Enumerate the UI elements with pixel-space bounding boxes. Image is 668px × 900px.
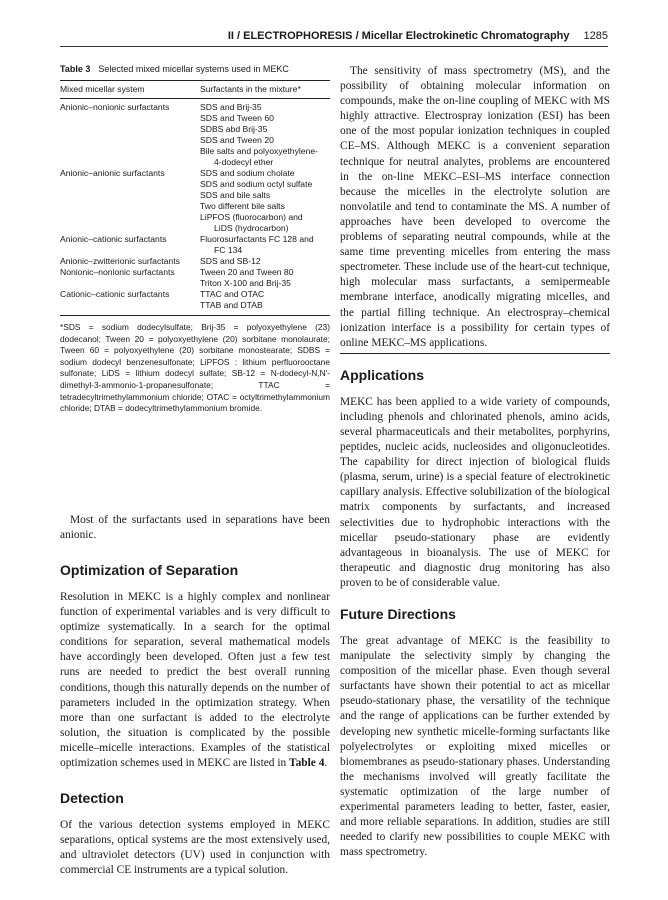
table-cell-surfactants: SDS and SB-12 [200,256,261,266]
heading-applications: Applications [340,366,425,383]
table-cell-system [60,146,200,157]
table-cell-system [60,179,200,190]
table-4-reference: Table 4 [289,756,325,769]
table-row [60,223,330,234]
heading-optimization: Optimization of Separation [60,561,239,578]
table-cell-surfactants: SDBS abd Brij-35 [200,124,268,134]
table-cell-system: Anionic–cationic surfactants [60,234,167,244]
header-rule [60,46,608,47]
table-cell-surfactants: LiDS (hydrocarbon) [214,223,289,233]
table-cell-surfactants: TTAC and OTAC [200,289,265,299]
table-cell-surfactants: Tween 20 and Tween 80 [200,267,294,277]
table-row [60,278,330,289]
table-row [60,267,330,278]
paragraph-optimization-text: Resolution in MEKC is a highly complex and nonlinear function of experimental variables and is very difficult to optimize systematically. In a search for the optimal conditions for separation, several mathematical models have accordingly been developed. Often just a few test runs are needed to predict the best overall running conditions, though this naturally depends on the number of parameters included in the optimization strategy. When more than one surfactant is added to the electrolyte solution, the situation is complicated by the possible micelle–micelle interactions. Examples of the statistical optimization schemes used in MEKC are listed in [60,590,330,769]
table-row [60,212,330,223]
table-cell-system [60,157,200,168]
table-cell-surfactants: TTAB and DTAB [200,300,330,316]
table-row [60,300,330,316]
table-row [60,179,330,190]
table-cell-system: Nonionic–nonionic surfactants [60,267,175,277]
table-cell-surfactants: 4-dodecyl ether [214,157,274,167]
page-number: 1285 [583,30,608,42]
paragraph-future-directions: The great advantage of MEKC is the feasibility to manipulate the selectivity simply by changing the composition of the micellar phase. Even though several surfactants have shown their potential to act as micellar pseudo-stationary phase, the versatility of the technique and the range of applications can be further extended by developing new synthetic micelle-forming surfactants like polyelectrolytes or exploiting mixed micelles or biomembranes as pseudo-stationary phases. Understanding the mechanisms involved will greatly facilitate the systematic optimization of the large number of experimental parameters leading to better, faster, easier, and more reliable separations. In addition, studies are still needed to clarify new possibilities to couple MEKC with mass spectrometry. [340,635,610,859]
right-column [340,64,610,860]
table-cell-surfactants: SDS and Tween 20 [200,135,274,145]
table-cell-system [60,212,200,223]
table-cell-system [60,124,200,135]
running-head [60,30,608,44]
table-cell-surfactants: SDS and bile salts [200,190,271,200]
paragraph-optimization-end: . [324,756,328,769]
table-cell-system: Anionic–zwitterionic surfactants [60,256,180,266]
table-cell-system: Anionic–nonionic surfactants [60,102,170,112]
table-header-surfactants: Surfactants in the mixture* [200,81,330,99]
table-cell-system: Cationic–cationic surfactants [60,289,170,299]
table-header-row [60,81,330,99]
table-cell-surfactants: Fluorosurfactants FC 128 and [200,234,314,244]
table-footnote: *SDS = sodium dodecylsulfate; Brij-35 = polyoxyethylene (23) dodecanol; Tween 20 = polyoxyethylene (20) sorbitane monolaurate; Tween 60 = polyoxyethylene (20) sorbitane monostearate; SDBS = sodium dodecyl benzenesulfonate; LiPFOS : lithium perfluorooctane sulfonate; LiDS = lithium dodecyl sulfate; SB-12 = N-dodecyl-N,N′-dimethyl-3-ammonio-1-propanesulfonate; TTAC = tetradecyltrimethylammonium chloride; OTAC = octyltrimethylammonium chloride; DTAB = dodecyltrimethylammonium bromide. [60,322,330,414]
table-cell-system [60,245,200,256]
running-head-title: II / ELECTROPHORESIS / Micellar Electrokinetic Chromatography [227,30,570,42]
table-cell-surfactants: Bile salts and polyoxyethylene- [200,146,318,156]
table-cell-surfactants: Triton X-100 and Brij-35 [200,278,291,288]
table-row [60,234,330,245]
table-cell-system [60,278,200,289]
table-row [60,190,330,201]
table-row [60,256,330,267]
table-caption-text: Selected mixed micellar systems used in MEKC [98,64,289,74]
table-cell-system [60,135,200,146]
table-row [60,99,330,114]
table-cell-surfactants: Two different bile salts [200,201,285,211]
table-cell-system [60,223,200,234]
table-cell-surfactants: SDS and sodium cholate [200,168,295,178]
table-cell-surfactants: SDS and Brij-35 [200,102,262,112]
paragraph-optimization [60,590,330,771]
table-cell-system [60,190,200,201]
table-row [60,289,330,300]
section-rule [340,353,610,354]
table-cell-system [60,113,200,124]
table-label: Table 3 [60,64,91,74]
paragraph-applications: MEKC has been applied to a wide variety of compounds, including phenols and chlorinated phenols, amino acids, several pharmaceuticals and their metabolites, porphyrins, peptides, nucleic acids, nucleosides and oligonucleotides. The capability for direct injection of biological fluids (plasma, serum, urine) is a special feature of electrokinetic capillary analysis. Effective solubilization of the biological matrix components by surfactants, and increased selectivities due to hydrophobic interactions with the micellar pseudo-stationary phase are evidently advantageous in bioanalysis. The use of MEKC for therapeutic and diagnostic drug monitoring has also proven to be of considerable value. [340,395,610,589]
table-caption [60,64,330,74]
table-header-system: Mixed micellar system [60,81,200,99]
table-row [60,124,330,135]
table-cell-system [60,201,200,212]
left-column [60,64,330,878]
heading-future-directions: Future Directions [340,606,456,622]
table-row [60,157,330,168]
table-cell-system: Anionic–anionic surfactants [60,168,165,178]
table-cell-surfactants: SDS and Tween 60 [200,113,274,123]
table-row [60,168,330,179]
table-cell-system [60,300,200,316]
paragraph-surfactants: Most of the surfactants used in separations have been anionic. [60,513,330,541]
table-row [60,135,330,146]
heading-detection: Detection [60,790,124,807]
mixed-micellar-table [60,80,330,316]
table-cell-surfactants: SDS and sodium octyl sulfate [200,179,313,189]
table-cell-surfactants: LiPFOS (fluorocarbon) and [200,212,303,222]
table-cell-surfactants: FC 134 [214,245,243,255]
table-row [60,201,330,212]
paragraph-detection: Of the various detection systems employed in MEKC separations, optical systems are the most extensively used, and ultraviolet detectors (UV) used in conjunction with commercial CE instruments are a typical solution. [60,819,330,877]
table-row [60,245,330,256]
paragraph-mass-spectrometry: The sensitivity of mass spectrometry (MS), and the possibility of obtaining molecular information on compounds, make the on-line coupling of MEKC with MS highly attractive. Electrospray ionization (ESI) has been one of the most popular ionization techniques in coupled CE–MS. Although MEKC is a convenient separation technique for neutral analytes, problems are encountered in the on-line MEKC–ESI–MS interface connection because the micelles in the electrolyte solution are nonvolatile and tend to contaminate the MS. A number of approaches have been developed to overcome the problems of separating neutral compounds, while at the same time preventing micelles from entering the mass spectrometer. These include use of the heart-cut technique, high molecular mass surfactants, a semipermeable membrane interface, anodically migrating micelles, and the partial filling technique. An electrospray–chemical ionization interface is a possibility for certain types of online MEKC–MS applications. [340,65,610,349]
table-row [60,113,330,124]
table-row [60,146,330,157]
